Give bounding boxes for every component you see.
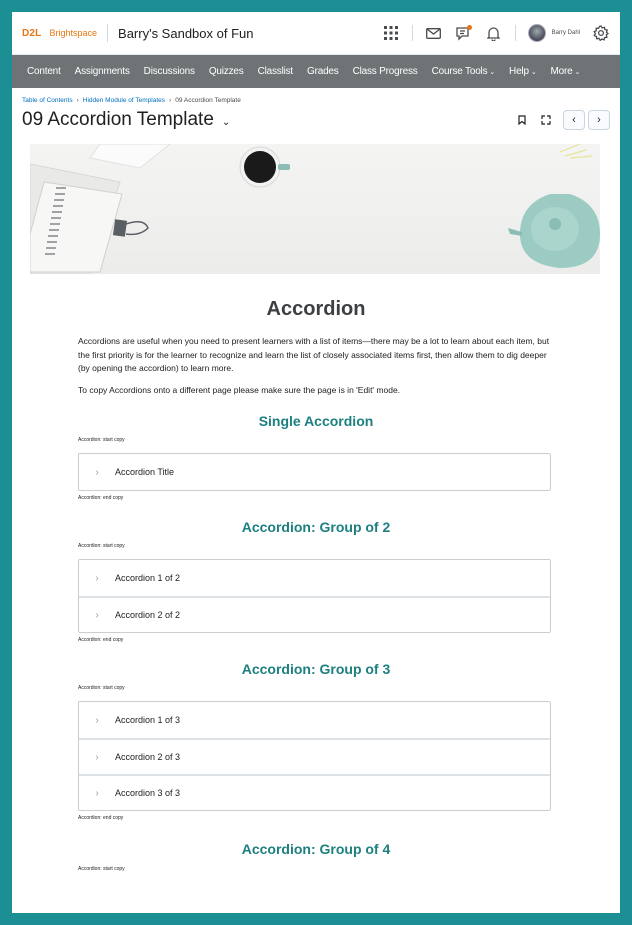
section-heading: Accordion: Group of 2 (241, 519, 391, 535)
intro-paragraph: Accordions are useful when you need to present learners with a list of items—there may be a lot to learn about each item, but the first priority is for the learner to recognize and learn the list of closely associated items first, then allow them to dig deeper (by opening the accordion) to learn more. (78, 336, 550, 373)
content-heading: Accordion (266, 298, 366, 320)
section-heading: Accordion: Group of 3 (241, 661, 391, 677)
course-navbar (12, 55, 620, 88)
accordion-title: Accordion 2 of 3 (115, 752, 181, 762)
start-copy-note: Accordion: start copy (78, 543, 125, 549)
mail-icon[interactable] (425, 24, 443, 42)
nav-item-help[interactable] (502, 66, 543, 77)
user-name[interactable]: Barry Dahl (551, 30, 580, 36)
nav-label: Grades (307, 66, 339, 77)
nav-label: Discussions (143, 66, 195, 77)
next-topic-button[interactable] (588, 110, 610, 130)
nav-item-grades[interactable] (300, 66, 346, 77)
logo-d2l: D2L (22, 27, 42, 39)
header-divider (107, 24, 108, 42)
chevron-right-icon: › (95, 751, 99, 763)
accordion-title: Accordion 1 of 3 (115, 715, 181, 725)
header-divider (412, 25, 413, 41)
page-title: 09 Accordion Template (22, 109, 214, 130)
nav-label: Help (509, 66, 529, 77)
banner-image (30, 144, 600, 274)
gear-icon[interactable] (592, 24, 610, 42)
accordion-item[interactable] (79, 702, 550, 738)
notebook-illustration (30, 164, 148, 274)
copy-instructions: To copy Accordions onto a different page please make sure the page is in 'Edit' mode. (78, 384, 401, 395)
accordion-title: Accordion 3 of 3 (115, 788, 181, 798)
nav-label: Quizzes (208, 66, 244, 77)
nav-label: More (550, 66, 573, 77)
teapot-illustration (508, 194, 600, 268)
accordion-group (78, 453, 551, 491)
chevron-right-icon: › (95, 714, 99, 726)
accordion-group (78, 559, 551, 633)
breadcrumb-separator-icon: › (76, 97, 79, 104)
start-copy-note: Accordion: start copy (78, 437, 125, 443)
fullscreen-icon[interactable] (539, 113, 553, 127)
logo-brightspace: Brightspace (49, 27, 98, 38)
section-heading: Accordion: Group of 4 (241, 841, 391, 857)
nav-label: Content (27, 66, 61, 77)
nav-item-assignments[interactable] (68, 66, 137, 77)
chevron-down-icon: ⌄ (489, 69, 496, 76)
accordion-title: Accordion Title (115, 467, 175, 477)
header-divider (515, 25, 516, 41)
nav-label: Assignments (74, 66, 130, 77)
chat-subscriptions-icon[interactable] (455, 24, 473, 42)
course-selector-grid-icon[interactable] (382, 24, 400, 42)
end-copy-note: Accordion: end copy (78, 637, 124, 643)
notification-dot (467, 25, 472, 30)
title-row (12, 104, 620, 132)
breadcrumb-separator-icon: › (169, 97, 172, 104)
nav-item-course-tools[interactable] (425, 66, 502, 77)
nav-item-quizzes[interactable] (202, 66, 251, 77)
breadcrumb-link[interactable]: Table of Contents (22, 97, 73, 104)
end-copy-note: Accordion: end copy (78, 815, 124, 821)
section-heading: Single Accordion (258, 413, 374, 429)
nav-label: Classlist (257, 66, 293, 77)
chevron-down-icon[interactable]: ⌄ (221, 116, 231, 128)
org-title[interactable]: Barry's Sandbox of Fun (118, 25, 254, 41)
chevron-right-icon: › (95, 466, 99, 478)
breadcrumb (12, 88, 620, 104)
topic-content (12, 144, 620, 872)
nav-item-classlist[interactable] (251, 66, 300, 77)
start-copy-note: Accordion: start copy (78, 685, 125, 691)
nav-label: Course Tools (431, 66, 488, 77)
accordion-item[interactable] (79, 596, 550, 632)
accordion-item[interactable] (79, 560, 550, 596)
intro-text (78, 335, 550, 397)
accordion-group (78, 701, 551, 811)
chevron-right-icon: › (95, 572, 99, 584)
nav-label: Class Progress (352, 66, 418, 77)
bell-icon[interactable] (485, 24, 503, 42)
accordion-item[interactable] (79, 774, 550, 810)
accordion-title: Accordion 2 of 2 (115, 610, 181, 620)
chevron-down-icon: ⌄ (530, 69, 537, 76)
previous-topic-button[interactable] (563, 110, 585, 130)
end-copy-note: Accordion: end copy (78, 495, 124, 501)
chevron-right-icon: › (597, 114, 601, 126)
accordion-title: Accordion 1 of 2 (115, 573, 181, 583)
nav-item-discussions[interactable] (137, 66, 202, 77)
chevron-down-icon: ⌄ (574, 69, 581, 76)
brightspace-logo[interactable] (22, 28, 97, 39)
bookmark-icon[interactable] (515, 113, 529, 127)
top-header (12, 12, 620, 55)
accordion-item[interactable] (79, 454, 550, 490)
start-copy-note: Accordion: start copy (78, 866, 125, 872)
chevron-right-icon: › (95, 609, 99, 621)
coffee-cup-illustration (240, 147, 290, 187)
browser-page (12, 12, 620, 913)
breadcrumb-current: 09 Accordion Template (175, 97, 241, 104)
accordion-item[interactable] (79, 738, 550, 774)
breadcrumb-link[interactable]: Hidden Module of Templates (82, 97, 166, 104)
nav-item-content[interactable] (20, 66, 68, 77)
avatar[interactable] (528, 24, 546, 42)
nav-item-more[interactable] (544, 66, 588, 77)
chevron-right-icon: › (95, 787, 99, 799)
nav-item-class-progress[interactable] (346, 66, 425, 77)
flower-illustration (560, 144, 592, 158)
chevron-left-icon: ‹ (572, 114, 576, 126)
